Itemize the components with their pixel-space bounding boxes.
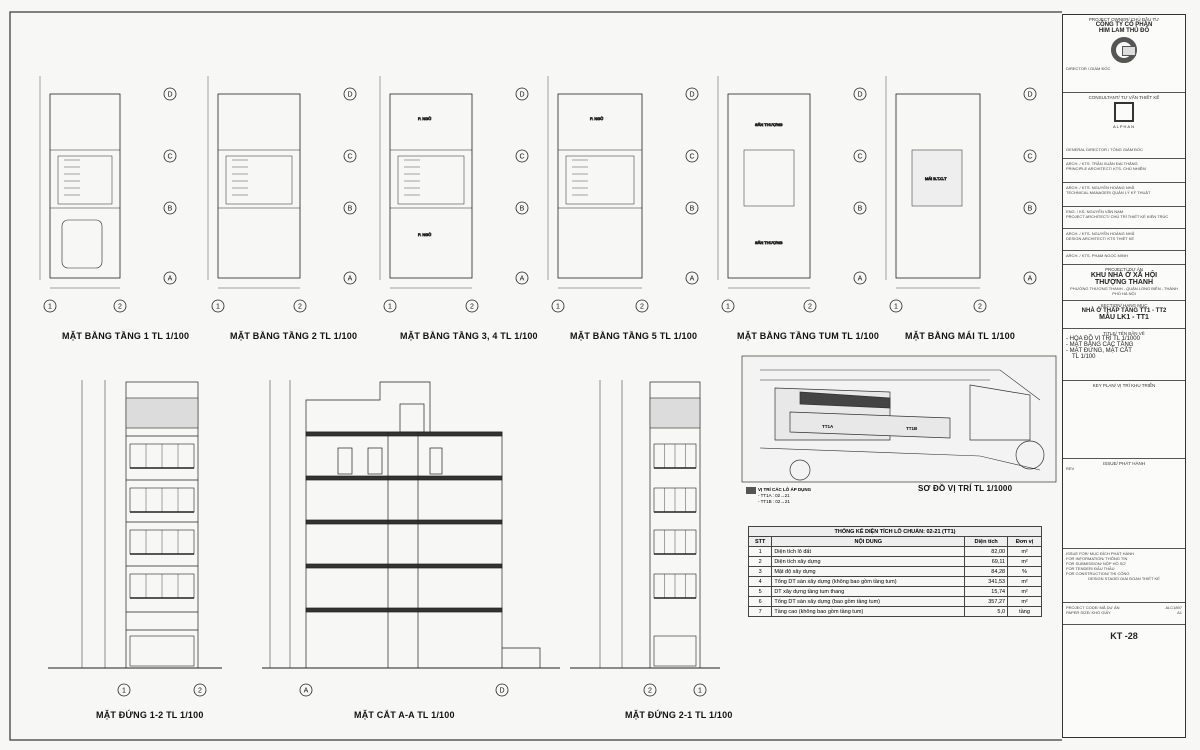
site-label-tt1a: TT1A [822, 424, 834, 429]
section-name-1: NHÀ Ở THẤP TẦNG TT1 - TT2 [1081, 308, 1167, 314]
grid-bubble-label: 1 [122, 687, 126, 695]
architect-3-role: DESIGN ARCHITECT/ KTS THIẾT KẾ [1066, 236, 1135, 241]
issue-for-2: FOR SUBMISSION/ NỘP HỒ SƠ [1066, 561, 1126, 566]
site-plan [742, 356, 1056, 482]
grid-bubble-label: D [519, 91, 525, 99]
grid-bubble-label: B [347, 205, 353, 213]
caption-elevation-1-2: MẶT ĐỨNG 1-2 TL 1/100 [96, 710, 204, 720]
site-legend-title: VỊ TRÍ CÁC LÔ ÁP DỤNG [758, 487, 812, 492]
room-label: P. NGỦ [418, 116, 432, 121]
floor-plan [886, 76, 980, 288]
stats-row [749, 607, 1042, 617]
roof-core [744, 150, 794, 206]
room-label: SÂN THƯỢNG [755, 122, 783, 127]
ground-door [130, 636, 194, 666]
grid-bubble-label: D [689, 91, 695, 99]
grid-bubble-label: C [347, 153, 353, 161]
drawing-title-1: - HỌA ĐỒ VỊ TRÍ TL 1/1000 [1066, 336, 1140, 342]
site-legend-swatch [746, 487, 756, 494]
consultant-header: CONSULTANT/ TƯ VẤN THIẾT KẾ [1088, 95, 1160, 100]
drawing-number-section [1063, 625, 1185, 647]
stair-core [58, 156, 112, 204]
caption-section-a-a: MẶT CẮT A-A TL 1/100 [354, 710, 455, 720]
issue-rev-label: REV [1066, 466, 1075, 471]
grid-bubble-label: 2 [640, 303, 644, 311]
stats-header-3: Đơn vị [1008, 537, 1042, 547]
grid-bubble-label: B [167, 205, 173, 213]
site-legend-item-2: - TT1B : 02→21 [758, 499, 790, 504]
architect-1-section [1063, 159, 1185, 183]
grid-bubble-label: A [303, 687, 309, 695]
owner-name-1: CÔNG TY CỔ PHẦN [1095, 22, 1153, 28]
drawing-title-3: - MẶT ĐỨNG, MẶT CẮT [1066, 348, 1132, 354]
grid-bubble-label: C [1027, 153, 1033, 161]
grid-bubble-label: 2 [118, 303, 122, 311]
drawing-title-section [1063, 329, 1185, 381]
owner-name-2: HIM LAM THỦ ĐÔ [1098, 28, 1150, 34]
issue-for-1: FOR INFORMATION/ THÔNG TIN [1066, 556, 1128, 561]
architect-2-section [1063, 183, 1185, 207]
ground-door [654, 636, 696, 666]
plan-outline [50, 94, 120, 278]
caption-plan-2: MẶT BẰNG TẦNG 2 TL 1/100 [230, 331, 358, 341]
stats-row [749, 577, 1042, 587]
stats-cell: 15,74 [965, 587, 1008, 597]
general-director-label: GENERAL DIRECTOR / TỔNG GIÁM ĐỐC [1066, 147, 1144, 152]
grid-bubble-label: 1 [726, 303, 730, 311]
grid-bubble-label: C [857, 153, 863, 161]
caption-site-plan: SƠ ĐỒ VỊ TRÍ TL 1/1000 [918, 484, 1013, 493]
grid-bubble-label: 2 [198, 687, 202, 695]
plan-outline [558, 94, 642, 278]
grid-bubble-label: B [519, 205, 525, 213]
grid-bubble-label: 2 [470, 303, 474, 311]
stats-cell: 6 [749, 597, 772, 607]
elevation-2-1 [570, 380, 720, 668]
stats-cell: 1 [749, 547, 772, 557]
owner-section [1063, 15, 1185, 93]
caption-plan-roof: MẶT BẰNG MÁI TL 1/100 [905, 331, 1016, 341]
stair-core [226, 156, 292, 204]
stats-title: THỐNG KÊ DIỆN TÍCH LÔ CHUẨN: 02-21 (TT1) [749, 527, 1042, 537]
stats-cell: 7 [749, 607, 772, 617]
drawing-title-header: TITLE/ TÊN BẢN VẼ [1103, 331, 1145, 336]
caption-plan-tum: MẶT BẰNG TẦNG TUM TL 1/100 [737, 331, 880, 341]
architect-3-section [1063, 229, 1185, 251]
stats-cell: 5,0 [965, 607, 1008, 617]
issue-header: ISSUE/ PHÁT HÀNH [1103, 461, 1145, 466]
issue-for-4: FOR CONSTRUCTION/ THI CÔNG [1066, 571, 1130, 576]
grid-bubble-label: 1 [894, 303, 898, 311]
stats-cell: Tổng DT sàn xây dựng (không bao gồm tầng tum) [772, 577, 965, 587]
stats-cell: m² [1008, 587, 1042, 597]
architect-1-role: PRINCIPLE ARCHITECT/ KTS. CHỦ NHIỆM [1066, 166, 1146, 171]
architect-4-name: ARCH. / KTS. PHẠM NGỌC MINH [1066, 253, 1128, 258]
stats-row [749, 587, 1042, 597]
stats-cell: 82,00 [965, 547, 1008, 557]
floor-plans-row [40, 76, 980, 288]
grid-bubble-label: B [1027, 205, 1033, 213]
grid-bubble-label: 1 [48, 303, 52, 311]
code-section [1063, 603, 1185, 625]
grid-bubble-label: A [857, 275, 863, 283]
site-legend-item-1: - TT1A : 02→21 [758, 493, 790, 498]
stair-core [398, 156, 464, 204]
grid-bubble-label: C [519, 153, 525, 161]
floor-plan [718, 76, 810, 288]
drawing-number: KT -28 [1110, 631, 1138, 641]
stats-cell: m² [1008, 557, 1042, 567]
stats-cell: Diện tích lô đất [772, 547, 965, 557]
stats-cell: 4 [749, 577, 772, 587]
floor-plan [548, 76, 642, 288]
grid-bubble-label: D [499, 687, 505, 695]
room-label: P. NGỦ [590, 116, 604, 121]
stats-cell: m² [1008, 577, 1042, 587]
stats-cell: m² [1008, 547, 1042, 557]
project-header: PROJECT/ DỰ ÁN [1104, 267, 1144, 272]
stats-cell: 341,53 [965, 577, 1008, 587]
stats-cell: tầng [1008, 607, 1042, 617]
consultant-name: ALPHAN [1112, 124, 1135, 129]
room-label: SÂN THƯỢNG [755, 240, 783, 245]
architect-3-name: ARCH. / KTS. NGUYỄN HOÀNG NHÃ [1066, 231, 1135, 236]
engineer-name: ENG. / KS. NGUYỄN VĂN NAM [1066, 209, 1124, 214]
grid-bubble-label: B [857, 205, 863, 213]
grid-bubble-label: A [519, 275, 525, 283]
drawing-title-2: - MẶT BẰNG CÁC TẦNG [1066, 342, 1134, 348]
keyplan-section [1063, 381, 1185, 459]
project-section [1063, 265, 1185, 301]
project-name-2: THƯỢNG THANH [1094, 279, 1154, 286]
floor-plan [40, 76, 120, 288]
grid-bubble-label: 1 [698, 687, 702, 695]
grid-bubble-label: D [1027, 91, 1033, 99]
grid-bubble-label: 2 [648, 687, 652, 695]
grid-bubble-label: A [689, 275, 695, 283]
stats-header-0: STT [749, 537, 772, 547]
project-name-1: KHU NHÀ Ở XÃ HỘI [1090, 272, 1158, 279]
floor-plan [208, 76, 300, 288]
stats-cell: DT xây dựng tầng tum thang [772, 587, 965, 597]
section-header: SECTION/ HẠNG MỤC [1100, 303, 1148, 308]
room-label: P. NGỦ [418, 232, 432, 237]
title-block [1062, 14, 1186, 738]
architect-4-section [1063, 251, 1185, 265]
owner-logo-icon [1111, 37, 1137, 63]
caption-plan-3-4: MẶT BẰNG TẦNG 3, 4 TL 1/100 [400, 331, 538, 341]
grid-bubble-label: 1 [216, 303, 220, 311]
section-a-a [262, 380, 560, 668]
car-icon [62, 220, 102, 268]
architect-1-name: ARCH. / KTS. TRẦN XUÂN ĐẠI THẮNG [1066, 161, 1138, 166]
grid-bubble-label: 2 [298, 303, 302, 311]
stats-cell: m² [1008, 597, 1042, 607]
grid-bubble-label: A [167, 275, 173, 283]
plan-outline [218, 94, 300, 278]
grid-bubble-label: B [689, 205, 695, 213]
design-stage: DESIGN STAGE/ GIAI ĐOẠN THIẾT KẾ [1088, 576, 1160, 581]
issue-for-3: FOR TENDER/ ĐẤU THẦU [1066, 566, 1115, 571]
site-label-tt1b: TT1B [906, 426, 918, 431]
grid-bubble-label: C [689, 153, 695, 161]
stats-row [749, 597, 1042, 607]
grid-bubble-label: 2 [978, 303, 982, 311]
drawing-title-4: TL 1/100 [1072, 354, 1096, 360]
stats-cell: % [1008, 567, 1042, 577]
grid-bubble-label: 1 [388, 303, 392, 311]
stats-cell: 3 [749, 567, 772, 577]
engineer-section [1063, 207, 1185, 229]
grid-bubble-label: C [167, 153, 173, 161]
stats-row [749, 567, 1042, 577]
director-label: DIRECTOR / GIÁM ĐỐC [1066, 66, 1111, 71]
grid-bubble-label: A [347, 275, 353, 283]
floor-plan [380, 76, 472, 288]
plan-outline [390, 94, 472, 278]
consultant-logo-icon [1114, 102, 1134, 122]
stats-row [749, 557, 1042, 567]
grid-bubble-label: D [167, 91, 173, 99]
stats-cell: 84,28 [965, 567, 1008, 577]
grid-bubble-label: D [347, 91, 353, 99]
issue-for-section [1063, 549, 1185, 603]
stats-header-2: Diện tích [965, 537, 1008, 547]
stats-cell: Mật độ xây dựng [772, 567, 965, 577]
grid-bubble-label: 2 [808, 303, 812, 311]
architect-2-role: TECHNICAL MANAGER/ QUẢN LÝ KỸ THUẬT [1066, 190, 1151, 195]
elevation-1-2 [48, 380, 222, 668]
section-section [1063, 301, 1185, 329]
grid-bubble-label: 1 [556, 303, 560, 311]
owner-header: PROJECT OWNER/ CHỦ ĐẦU TƯ [1088, 17, 1160, 22]
project-location: PHƯỜNG THƯỢNG THANH - QUẬN LONG BIÊN - THÀNH PHỐ HÀ NỘI [1070, 286, 1178, 296]
issue-for-header: ISSUE FOR/ MỤC ĐÍCH PHÁT HÀNH [1066, 551, 1134, 556]
room-label: MÁI B.T.C.T [925, 176, 947, 181]
stats-header-1: NỘI DUNG [772, 537, 965, 547]
stats-cell: Tầng cao (không bao gồm tầng tum) [772, 607, 965, 617]
stats-cell: 69,11 [965, 557, 1008, 567]
stats-cell: Diện tích xây dựng [772, 557, 965, 567]
architect-2-name: ARCH. / KTS. NGUYỄN HOÀNG NHÃ [1066, 185, 1135, 190]
keyplan-header: KEY PLAN/ VỊ TRÍ KHU TRIỂN [1092, 383, 1156, 388]
area-statistics-table [748, 526, 1042, 617]
stats-row [749, 547, 1042, 557]
engineer-role: PROJECT ARCHITECT/ CHỦ TRÌ THIẾT KẾ KIẾN TRÚC [1066, 214, 1169, 219]
project-code-value: ALC1897 [1165, 605, 1182, 610]
stats-cell: Tổng DT sàn xây dựng (bao gồm tầng tum) [772, 597, 965, 607]
section-name-2: MẪU LK1 - TT1 [1099, 314, 1149, 321]
grid-bubble-label: D [857, 91, 863, 99]
grid-bubble-label: A [1027, 275, 1033, 283]
stats-header-row [749, 537, 1042, 547]
paper-size-label: PAPER SIZE/ KHỔ GIẤY [1066, 610, 1111, 615]
issue-section [1063, 459, 1185, 549]
stats-cell: 5 [749, 587, 772, 597]
site-legend [758, 487, 811, 505]
stair-core [566, 156, 634, 204]
consultant-section [1063, 93, 1185, 159]
stats-cell: 2 [749, 557, 772, 567]
project-code-label: PROJECT CODE/ MÃ DỰ ÁN [1066, 605, 1120, 610]
stats-cell: 357,27 [965, 597, 1008, 607]
caption-plan-5: MẶT BẰNG TẦNG 5 TL 1/100 [570, 331, 698, 341]
caption-elevation-2-1: MẶT ĐỨNG 2-1 TL 1/100 [625, 710, 733, 720]
caption-plan-1: MẶT BẰNG TẦNG 1 TL 1/100 [62, 331, 190, 341]
paper-size-value: A1 [1177, 610, 1182, 615]
